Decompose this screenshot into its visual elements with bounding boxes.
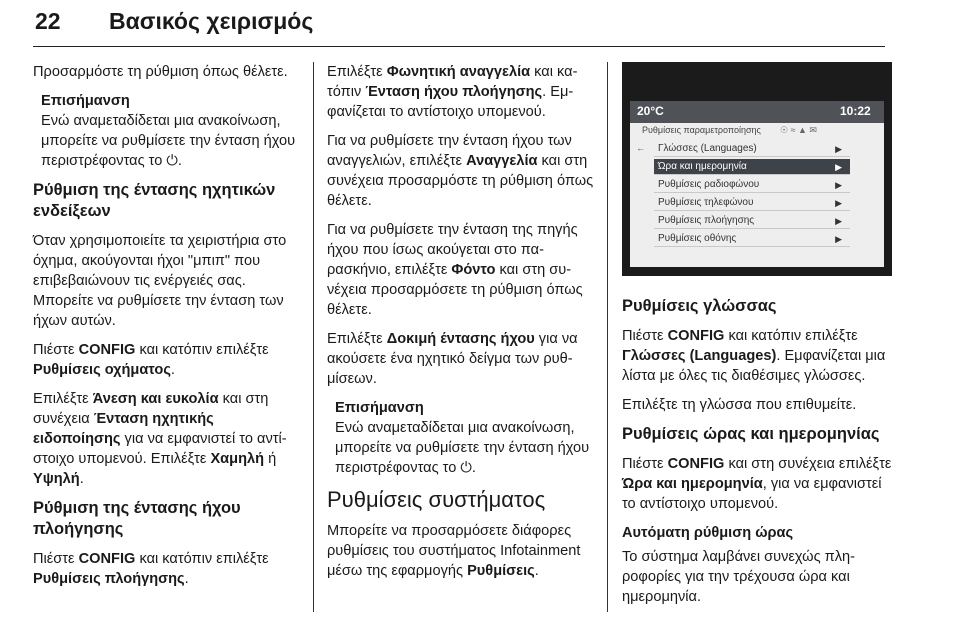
paragraph: Προσαρμόστε τη ρύθμιση όπως θέλετε. xyxy=(33,64,288,80)
column-2 xyxy=(327,62,595,590)
note-text: Ενώ αναμεταδίδεται μια ανακοίνωση, μπορείτε να ρυθμίσετε την ένταση ήχου περιστρέφοντας το ⏻. xyxy=(41,113,296,169)
chevron-right-icon: ▶ xyxy=(835,144,842,154)
paragraph: Πιέστε CONFIG και κατόπιν επιλέξτε Ρυθμίσεις πλοήγησης. xyxy=(33,551,269,587)
note-text: Ενώ αναμεταδίδεται μια ανακοίνωση, μπορείτε να ρυθμίσετε την ένταση ήχου περιστρέφοντας το ⏻. xyxy=(335,420,590,476)
settings-menu-item[interactable] xyxy=(654,177,850,193)
settings-menu-item[interactable] xyxy=(654,159,850,175)
note-heading: Επισήμανση xyxy=(41,93,130,109)
section-heading-system-settings: Ρυθμίσεις συστήματος xyxy=(327,487,546,512)
settings-menu-item-label: Ρυθμίσεις οθόνης xyxy=(658,233,737,244)
settings-menu-item-label: Ρυθμίσεις τηλεφώνου xyxy=(658,197,754,208)
paragraph: Πιέστε CONFIG και κατόπιν επιλέξτε Γλώσσες (Languages). Εμφανίζεται μια λίστα με όλες τις διαθέσιμες γλώσσες. xyxy=(622,328,886,384)
settings-screen-photo xyxy=(622,62,892,276)
page-header xyxy=(33,2,885,47)
paragraph: Πιέστε CONFIG και στη συνέχεια επιλέξτε Ώρα και ημερομηνία, για να εμφανιστεί το αντίστοιχο υπομενού. xyxy=(622,456,892,512)
clock-readout: 10:22 xyxy=(840,104,871,118)
paragraph: Μπορείτε να προσαρμόσετε διάφορες ρυθμίσεις του συστήματος Infotainment μέσω της εφαρμογής Ρυθμίσεις. xyxy=(327,523,581,579)
settings-menu-item[interactable] xyxy=(654,195,850,211)
paragraph: Για να ρυθμίσετε την ένταση της πηγής ήχου που ίσως ακούγεται στο παρασκήνιο, επιλέξτε Φόντο και στη συνέχεια προσαρμόσετε τη ρύθμιση όπως θέλετε. xyxy=(327,222,583,318)
paragraph: Για να ρυθμίσετε την ένταση ήχου των αναγγελιών, επιλέξτε Αναγγελία και στη συνέχεια προσαρμόστε τη ρύθμιση όπως θέλετε. xyxy=(327,133,594,209)
paragraph: Επιλέξτε Φωνητική αναγγελία και κατόπιν Ένταση ήχου πλοήγησης. Εμφανίζεται το αντίστοιχο υπομενού. xyxy=(327,64,578,120)
settings-menu-item-label: Γλώσσες (Languages) xyxy=(658,143,757,154)
chevron-right-icon: ▶ xyxy=(835,216,842,226)
status-icons: ☉ ≈ ▲ ✉ xyxy=(780,125,817,135)
paragraph: Πιέστε CONFIG και κατόπιν επιλέξτε Ρυθμίσεις οχήματος. xyxy=(33,342,269,378)
settings-menu-item-label: Ώρα και ημερομηνία xyxy=(658,161,747,172)
page-title: Βασικός χειρισμός xyxy=(109,8,314,34)
section-heading-alert-volume: Ρύθμιση της έντασης ηχητικών ενδείξεων xyxy=(33,181,276,220)
back-icon[interactable]: ← xyxy=(636,143,645,153)
infotainment-screen xyxy=(630,101,884,267)
column-3 xyxy=(622,296,894,616)
section-heading-language: Ρυθμίσεις γλώσσας xyxy=(622,297,777,315)
column-1 xyxy=(33,62,297,598)
settings-menu-item[interactable] xyxy=(654,213,850,229)
chevron-right-icon: ▶ xyxy=(835,234,842,244)
note-heading: Επισήμανση xyxy=(335,400,424,416)
screen-subtitle: Ρυθμίσεις παραμετροποίησης xyxy=(642,125,761,135)
settings-menu-item[interactable] xyxy=(654,141,850,157)
column-divider xyxy=(607,62,608,612)
section-heading-nav-volume: Ρύθμιση της έντασης ήχου πλοήγησης xyxy=(33,499,241,538)
paragraph: Επιλέξτε Δοκιμή έντασης ήχου για να ακούσετε ένα ηχητικό δείγμα των ρυθμίσεων. xyxy=(327,331,578,387)
note-box xyxy=(41,91,297,171)
note-box xyxy=(335,398,595,478)
section-heading-time-date: Ρυθμίσεις ώρας και ημερομηνίας xyxy=(622,425,880,443)
page-number: 22 xyxy=(35,8,61,34)
column-divider xyxy=(313,62,314,612)
paragraph: Επιλέξτε Άνεση και ευκολία και στη συνέχεια Ένταση ηχητικής ειδοποίησης για να εμφανιστεί το αντίστοιχο υπομενού. Επιλέξτε Χαμηλή ή Υψηλή. xyxy=(33,391,287,487)
settings-menu-item[interactable] xyxy=(654,231,850,247)
sub-heading-auto-time: Αυτόματη ρύθμιση ώρας xyxy=(622,525,794,541)
paragraph: Το σύστημα λαμβάνει συνεχώς πληροφορίες για την τρέχουσα ώρα και ημερομηνία. xyxy=(622,549,856,605)
paragraph: Όταν χρησιμοποιείτε τα χειριστήρια στο όχημα, ακούγονται ήχοι "μπιπ" που επιβεβαιώνουν τις ενέργειές σας. Μπορείτε να ρυθμίσετε την ένταση των ήχων αυτών. xyxy=(33,233,287,329)
screen-status-bar xyxy=(630,101,884,123)
paragraph: Επιλέξτε τη γλώσσα που επιθυμείτε. xyxy=(622,397,857,413)
temperature-readout: 20°C xyxy=(637,104,664,118)
chevron-right-icon: ▶ xyxy=(835,162,842,172)
settings-menu-item-label: Ρυθμίσεις ραδιοφώνου xyxy=(658,179,760,190)
settings-menu-item-label: Ρυθμίσεις πλοήγησης xyxy=(658,215,755,226)
chevron-right-icon: ▶ xyxy=(835,198,842,208)
chevron-right-icon: ▶ xyxy=(835,180,842,190)
